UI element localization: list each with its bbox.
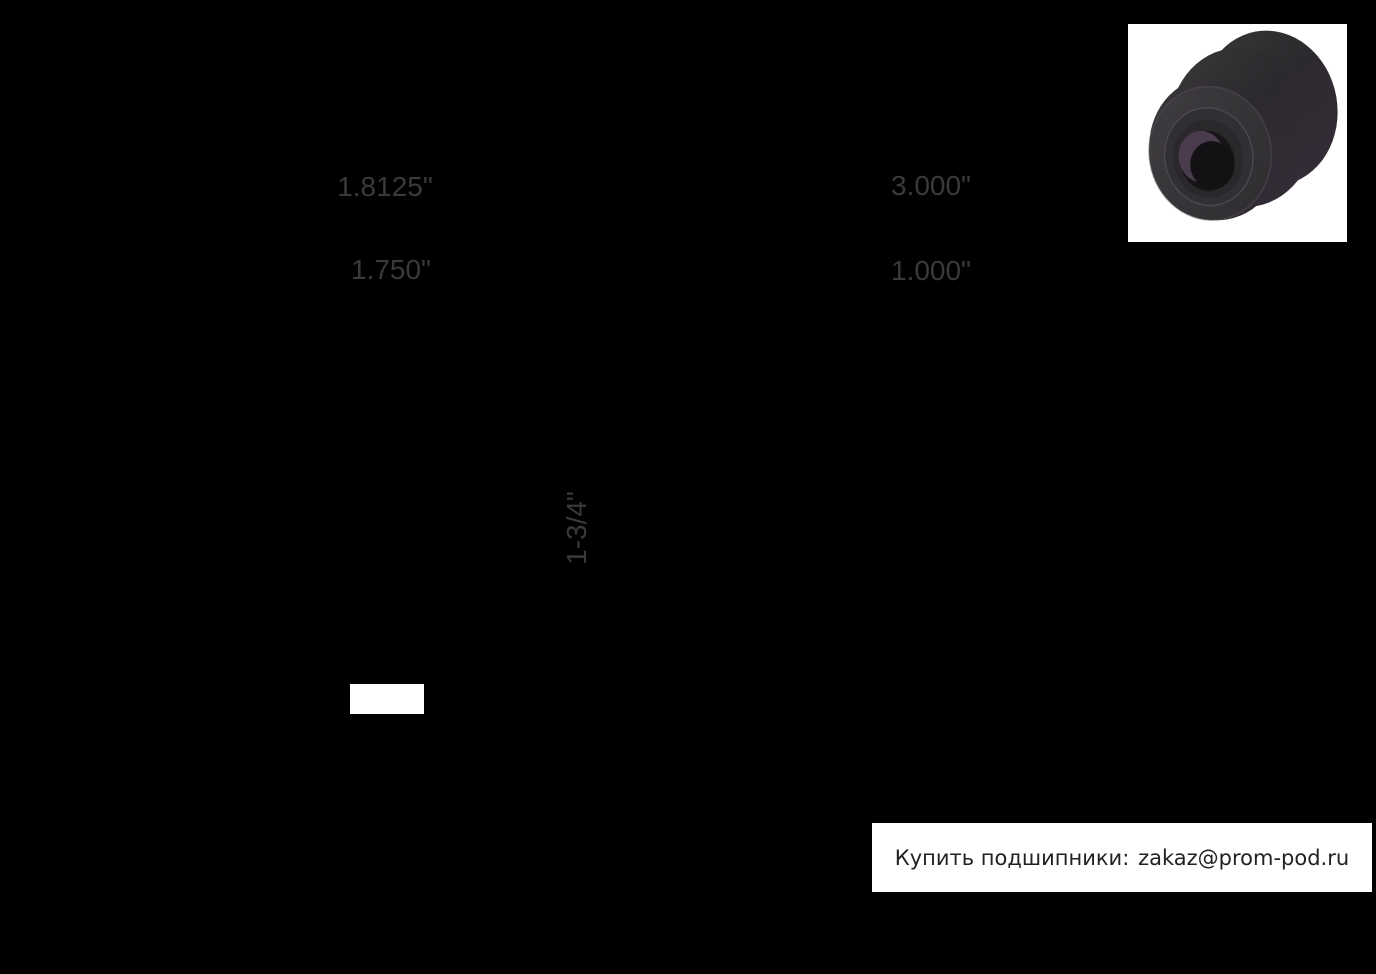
dimension-label-roller-width: 1-3/4" — [561, 491, 592, 565]
dimension-label-roller-outer-diameter: 3.000" — [890, 170, 972, 201]
white-patch — [350, 684, 424, 714]
bearing-body-group — [1131, 24, 1347, 231]
contact-banner — [872, 823, 1372, 892]
contact-banner-label: Купить подшипники: — [894, 845, 1130, 870]
dimension-label-flange-diameter: 1.8125" — [337, 171, 433, 202]
dimension-label-roller-small-diameter: 1.750" — [350, 254, 432, 285]
product-photo — [1128, 24, 1347, 242]
dimension-label-bore-diameter: 1.000" — [890, 255, 972, 286]
bearing-photo-svg — [1128, 24, 1347, 242]
contact-email-link[interactable]: zakaz@prom-pod.ru — [1138, 845, 1350, 870]
